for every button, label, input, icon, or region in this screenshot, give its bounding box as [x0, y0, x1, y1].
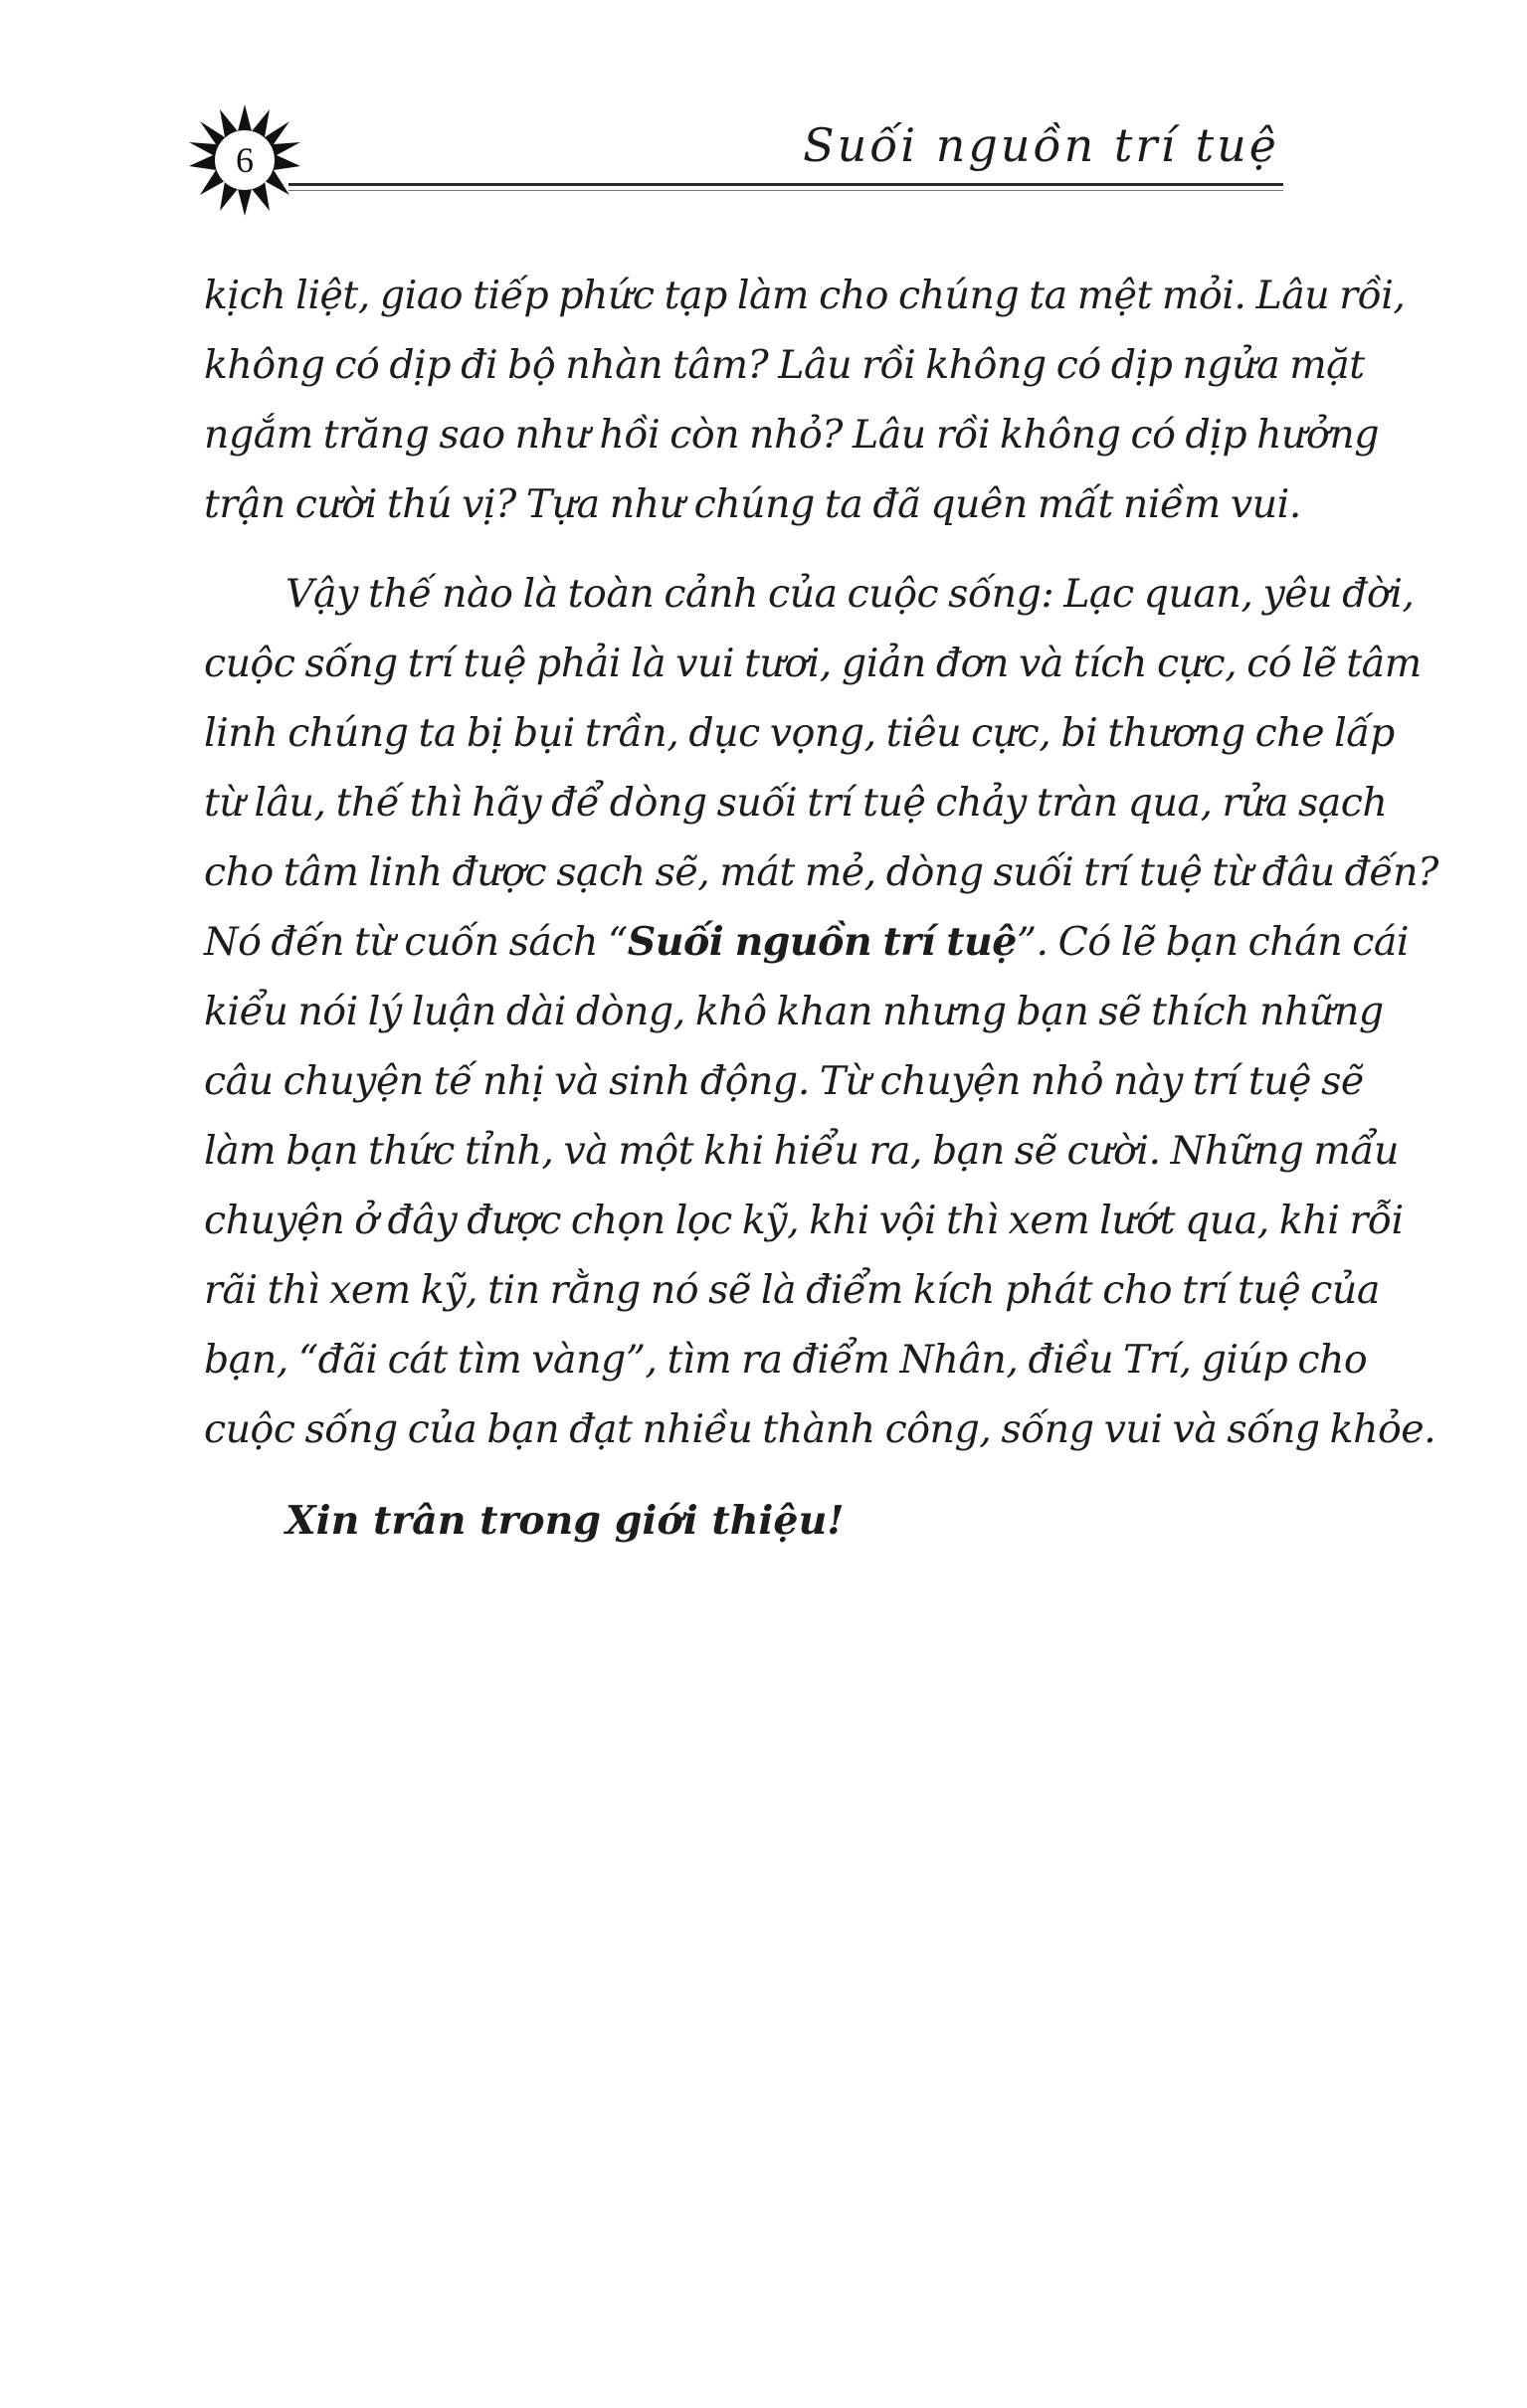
body-text: [204, 261, 1438, 1556]
text-line: rãi thì xem kỹ, tin rằng nó sẽ là điểm kích phát cho trí tuệ của: [204, 1267, 1380, 1313]
running-title: Suối nguồn trí tuệ: [803, 118, 1279, 172]
paragraph-2: [204, 559, 1438, 1464]
text-line: từ lâu, thế thì hãy để dòng suối trí tuệ chảy tràn qua, rửa sạch: [204, 780, 1388, 826]
text-line: Vậy thế nào là toàn cảnh của cuộc sống: Lạc quan, yêu đời,: [286, 571, 1415, 617]
text-line: cuộc sống của bạn đạt nhiều thành công, sống vui và sống khỏe.: [204, 1406, 1436, 1452]
text-line: câu chuyện tế nhị và sinh động. Từ chuyện nhỏ này trí tuệ sẽ: [204, 1058, 1364, 1104]
text-line: trận cười thú vị? Tựa như chúng ta đã quên mất niềm vui.: [204, 481, 1301, 527]
text-line: linh chúng ta bị bụi trần, dục vọng, tiêu cực, bi thương che lấp: [204, 710, 1395, 756]
header-rule: [288, 183, 1283, 186]
text-line: chuyện ở đây được chọn lọc kỹ, khi vội thì xem lướt qua, khi rỗi: [204, 1198, 1404, 1243]
book-title: Suối nguồn trí tuệ: [627, 919, 1017, 965]
page-number-badge: [189, 104, 300, 216]
text-line: ngắm trăng sao như hồi còn nhỏ? Lâu rồi không có dịp hưởng: [204, 412, 1380, 458]
text-line: kiểu nói lý luận dài dòng, khô khan nhưng bạn sẽ thích những: [204, 989, 1384, 1034]
book-line-suffix: ”. Có lẽ bạn chán cái: [1016, 919, 1410, 965]
closing-line: Xin trân trong giới thiệu!: [286, 1498, 845, 1544]
paragraph-1: [204, 261, 1406, 539]
text-line: kịch liệt, giao tiếp phức tạp làm cho chúng ta mệt mỏi. Lâu rồi,: [204, 273, 1406, 318]
book-line-prefix: Nó đến từ cuốn sách “: [204, 919, 628, 965]
text-line: cuộc sống trí tuệ phải là vui tươi, giản đơn và tích cực, có lẽ tâm: [204, 641, 1422, 686]
text-line-book-title: [204, 907, 1410, 977]
text-line: bạn, “đãi cát tìm vàng”, tìm ra điểm Nhân, điều Trí, giúp cho: [204, 1337, 1368, 1383]
page-number: 6: [236, 140, 254, 180]
text-line: cho tâm linh được sạch sẽ, mát mẻ, dòng suối trí tuệ từ đâu đến?: [204, 849, 1438, 895]
page-header: [189, 104, 1283, 214]
header-rule-thin: [288, 190, 1283, 191]
text-line: không có dịp đi bộ nhàn tâm? Lâu rồi không có dịp ngửa mặt: [204, 342, 1365, 388]
text-line: làm bạn thức tỉnh, và một khi hiểu ra, bạn sẽ cười. Những mẩu: [204, 1128, 1399, 1174]
